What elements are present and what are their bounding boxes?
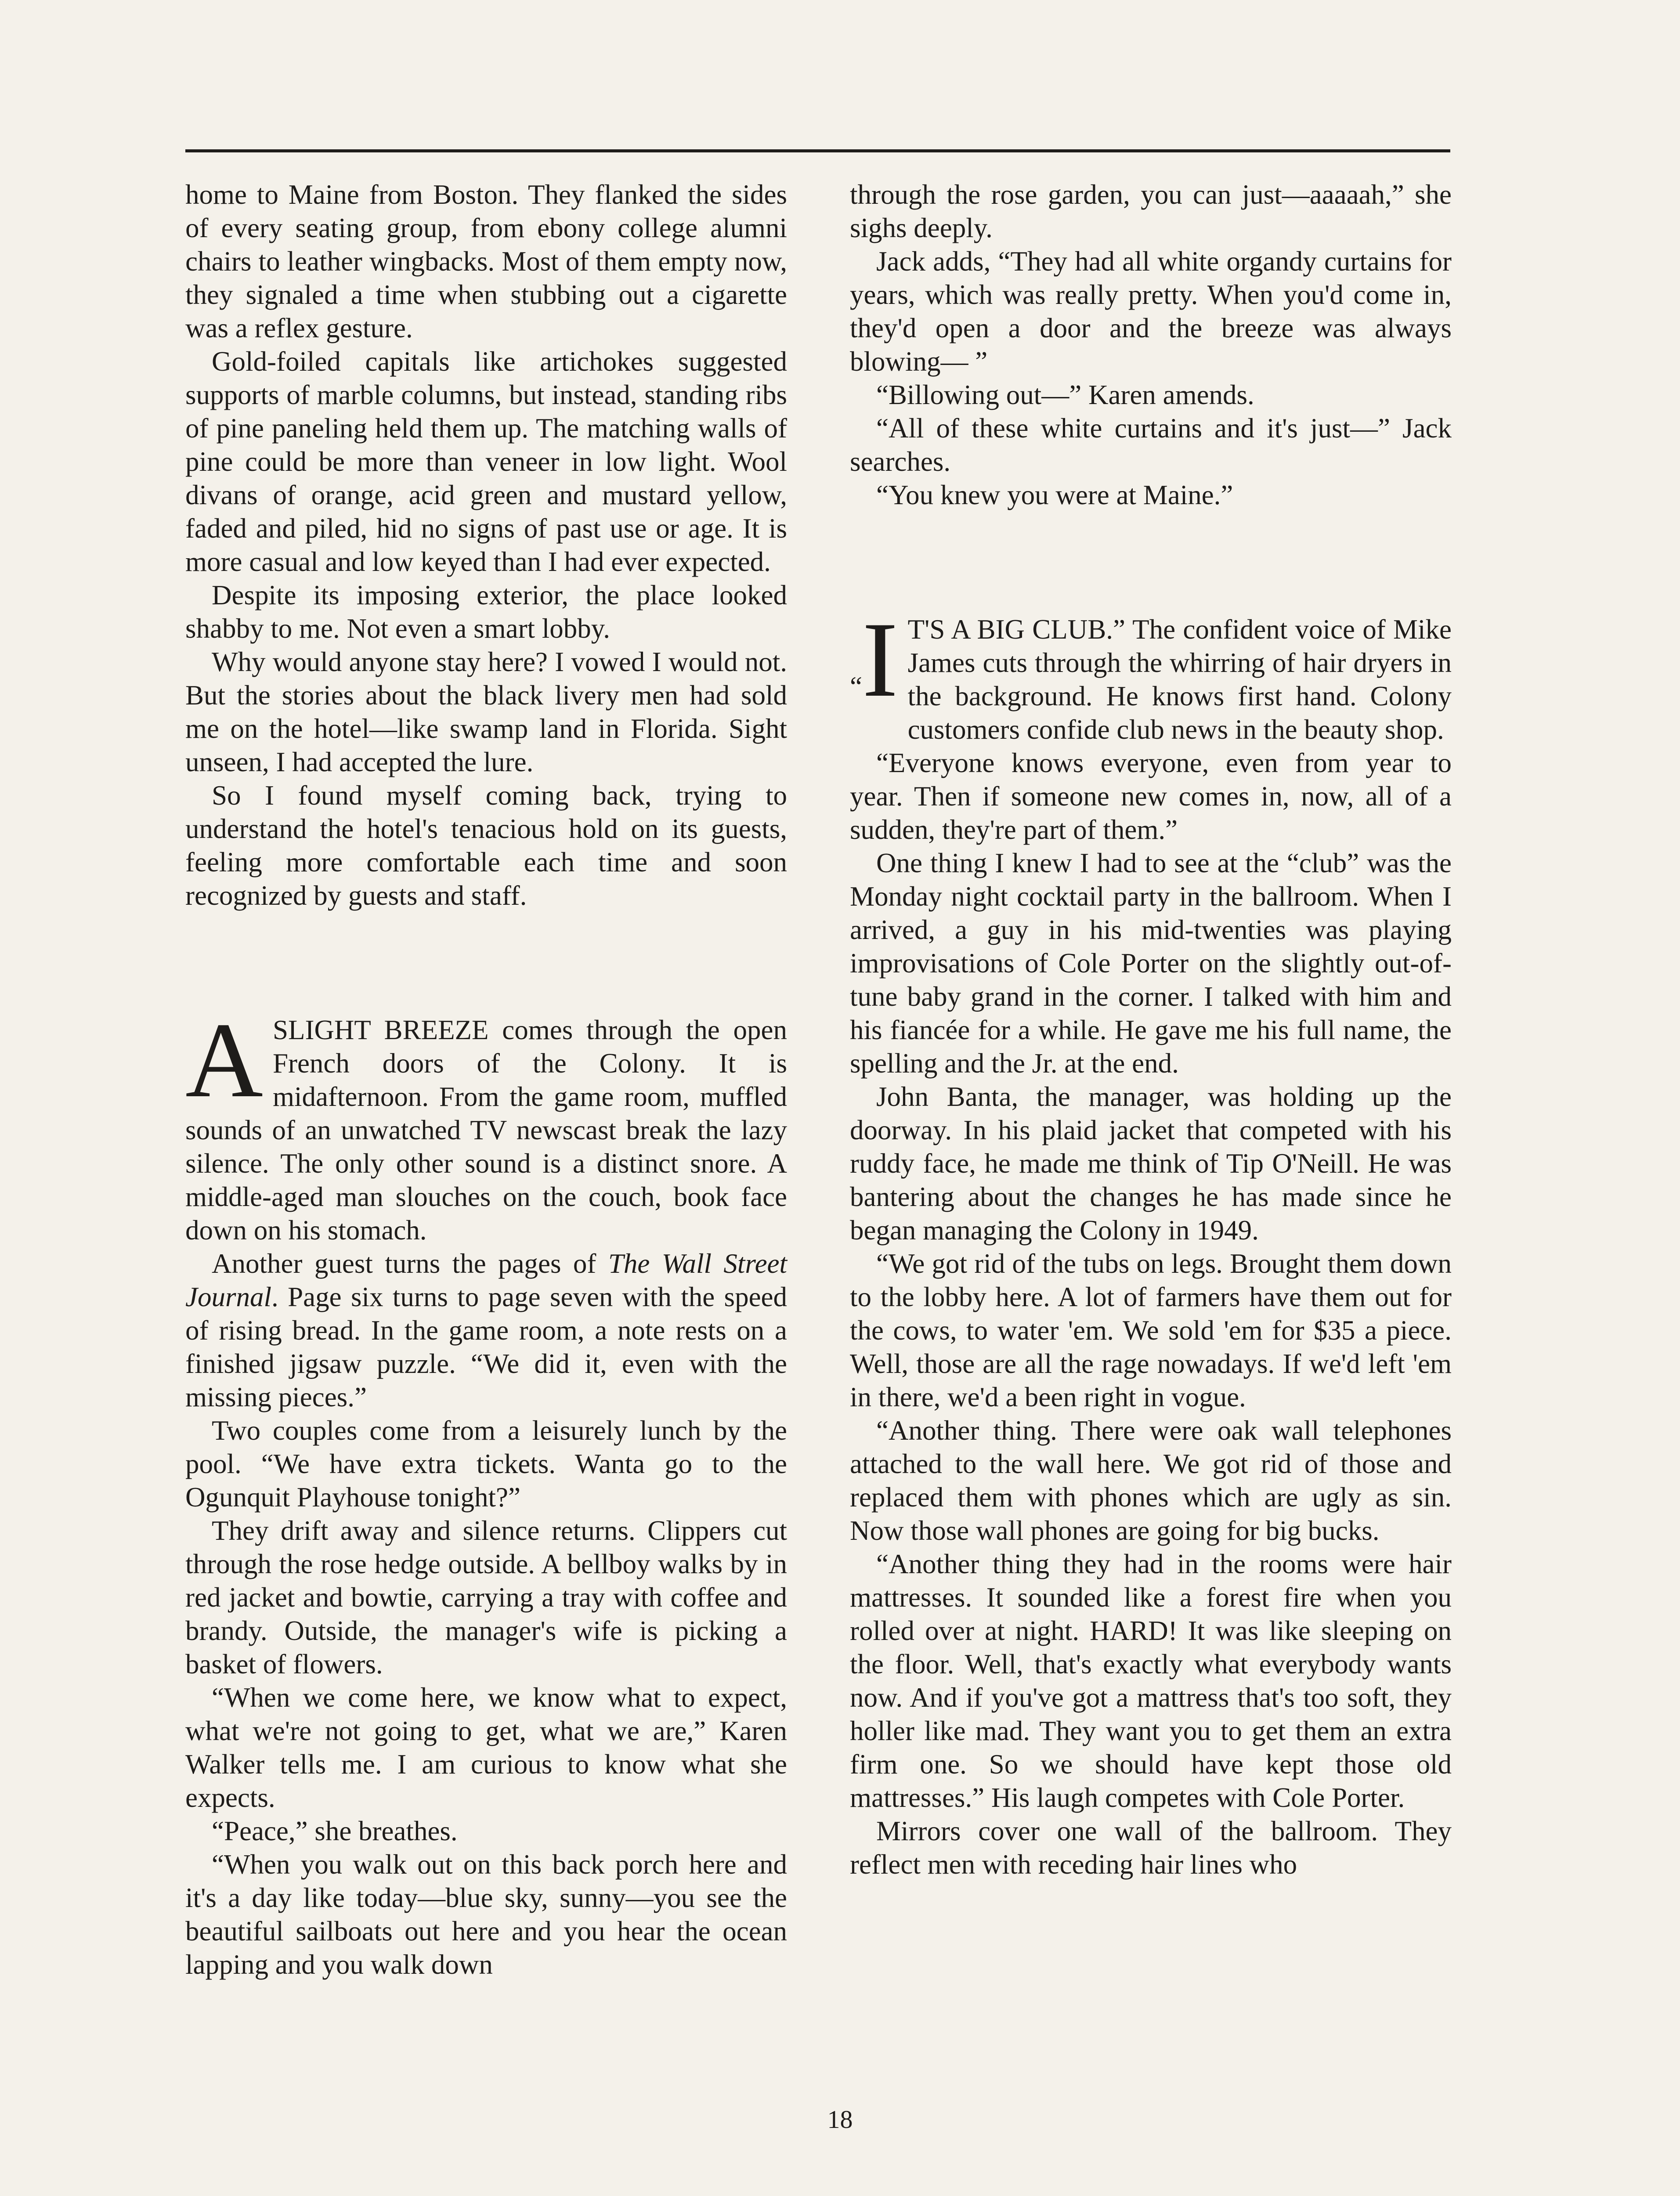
right-column — [850, 178, 1452, 1881]
paragraph: John Banta, the manager, was holding up the doorway. In his plaid jacket that competed with his ruddy face, he made me think of Tip O'Neill. He was bantering about the changes he has made since he began managing the Colony in 1949. — [850, 1081, 1452, 1246]
drop-cap-letter: I — [862, 600, 898, 719]
left-column — [185, 178, 787, 1981]
paragraph: “Everyone knows everyone, even from year to year. Then if someone new comes in, now, all of a sudden, they're part of them.” — [850, 748, 1452, 845]
paragraph: “Another thing. There were oak wall telephones attached to the wall here. We got rid of those and replaced them with phones which are ugly as sin. Now those wall phones are going for big bucks. — [850, 1415, 1452, 1546]
text-run: . Page six turns to page seven with the speed of rising bread. In the game room, a note rests on a finished jigsaw puzzle. “We did it, even with the missing pieces.” — [185, 1282, 787, 1412]
publication-title: The Wall Street Journal — [185, 1248, 787, 1312]
paragraph: Gold-foiled capitals like artichokes suggested supports of marble columns, but instead, standing ribs of pine paneling held them up. The matching walls of pine could be more than veneer in low light. Wool divans of orange, acid green and mustard yellow, faded and piled, hid no signs of past use or age. It is more casual and low keyed than I had ever expected. — [185, 346, 787, 577]
paragraph: “Another thing they had in the rooms were hair mattresses. It sounded like a forest fire when you rolled over at night. HARD! It was like sleeping on the floor. Well, that's exactly what everybody wants now. And if you've got a mattress that's too soft, they holler like mad. They want you to get them an extra firm one. So we should have kept those old mattresses.” His laugh competes with Cole Porter. — [850, 1549, 1452, 1813]
paragraph: Jack adds, “They had all white organdy curtains for years, which was really pretty. When you'd come in, they'd open a door and the breeze was always blowing— ” — [850, 246, 1452, 377]
section-opening-paragraph — [185, 1000, 787, 1247]
section-lead-text: SLIGHT BREEZE comes through the open French doors of the Colony. It is midafternoon. From the game room, muffled sounds of an unwatched TV newscast break the lazy silence. The only other sound is a distinct snore. A middle-aged man slouches on the couch, book face down on his stomach. — [185, 1015, 787, 1246]
text-run: Another guest turns the pages of — [212, 1248, 608, 1279]
paragraph: Despite its imposing exterior, the place looked shabby to me. Not even a smart lobby. — [185, 580, 787, 644]
section-lead-text: T'S A BIG CLUB.” The confident voice of Mike James cuts through the whirring of hair dryers in the background. He knows first hand. Colony customers confide club news in the beauty shop. — [907, 614, 1452, 745]
paragraph: “You knew you were at Maine.” — [876, 480, 1233, 510]
paragraph: through the rose garden, you can just—aaaaah,” she sighs deeply. — [850, 179, 1452, 243]
drop-cap: A — [185, 1000, 263, 1120]
top-rule — [185, 149, 1450, 152]
paragraph: “We got rid of the tubs on legs. Brought them down to the lobby here. A lot of farmers have them out for the cows, to water 'em. We sold 'em for $35 a piece. Well, those are all the rage nowadays. If we'd left 'em in there, we'd a been right in vogue. — [850, 1248, 1452, 1412]
paragraph: “When you walk out on this back porch here and it's a day like today—blue sky, sunny—you see the beautiful sailboats out here and you hear the ocean lapping and you walk down — [185, 1849, 787, 1980]
paragraph — [185, 1247, 787, 1414]
paragraph: Two couples come from a leisurely lunch by the pool. “We have extra tickets. Wanta go to the Ogunquit Playhouse tonight?” — [185, 1415, 787, 1513]
paragraph: Mirrors cover one wall of the ballroom. They reflect men with receding hair lines who — [850, 1816, 1452, 1880]
paragraph: “Billowing out—” Karen amends. — [876, 379, 1254, 410]
paragraph: “Peace,” she breathes. — [212, 1816, 458, 1846]
paragraph: “All of these white curtains and it's just—” Jack searches. — [850, 413, 1452, 477]
paragraph: Why would anyone stay here? I vowed I would not. But the stories about the black livery men had sold me on the hotel—like swamp land in Florida. Sight unseen, I had accepted the lure. — [185, 647, 787, 777]
paragraph: One thing I knew I had to see at the “club” was the Monday night cocktail party in the ballroom. When I arrived, a guy in his mid-twenties was playing improvisations of Cole Porter on the slightly out-of-tune baby grand in the corner. I talked with him and his fiancée for a while. He gave me his full name, the spelling and the Jr. at the end. — [850, 848, 1452, 1079]
drop-cap — [850, 600, 898, 728]
opening-quote-mark: “ — [850, 671, 862, 702]
section-break — [850, 512, 1452, 613]
page-number: 18 — [827, 2105, 853, 2134]
section-opening-paragraph — [850, 600, 1452, 746]
section-break — [185, 912, 787, 1013]
paragraph: So I found myself coming back, trying to understand the hotel's tenacious hold on its guests, feeling more comfortable each time and soon recognized by guests and staff. — [185, 780, 787, 911]
paragraph: They drift away and silence returns. Clippers cut through the rose hedge outside. A bellboy walks by in red jacket and bowtie, carrying a tray with coffee and brandy. Outside, the manager's wife is picking a basket of flowers. — [185, 1515, 787, 1680]
paragraph: “When we come here, we know what to expect, what we're not going to get, what we are,” Karen Walker tells me. I am curious to know what she expects. — [185, 1682, 787, 1813]
paragraph: home to Maine from Boston. They flanked the sides of every seating group, from ebony college alumni chairs to leather wingbacks. Most of them empty now, they signaled a time when stubbing out a cigarette was a reflex gesture. — [185, 179, 787, 343]
